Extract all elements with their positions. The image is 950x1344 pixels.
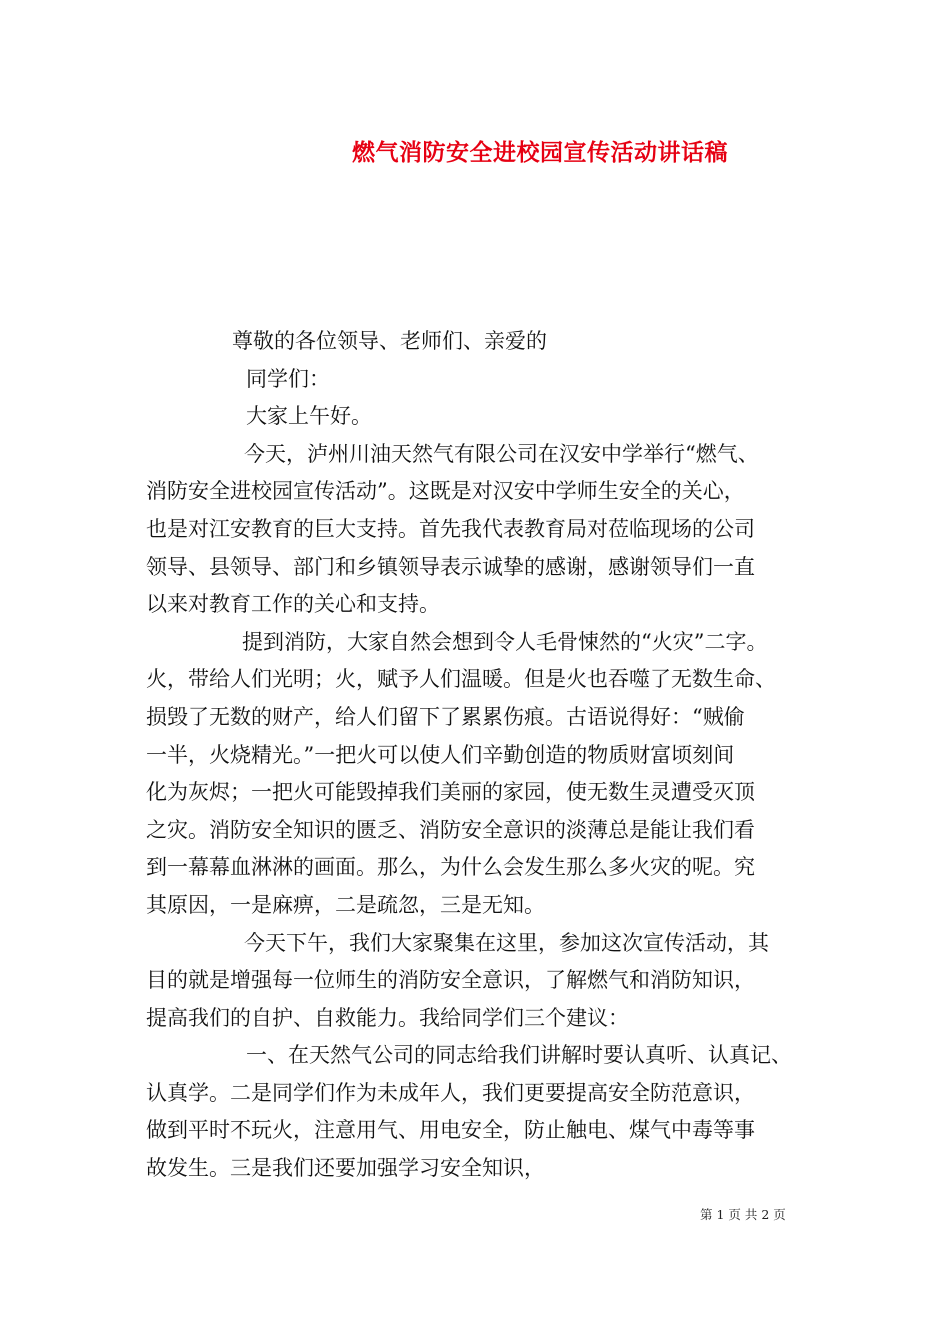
document-title: 燃气消防安全进校园宣传活动讲话稿 [352,139,728,166]
paragraph-line: 领导、县领导、部门和乡镇领导表示诚挚的感谢，感谢领导们一直 [146,554,755,579]
paragraph-line: 到一幕幕血淋淋的画面。那么，为什么会发生那么多火灾的呢。究 [146,855,755,880]
paragraph-line: 化为灰烬；一把火可能毁掉我们美丽的家园，使无数生灵遭受灭顶 [146,780,755,805]
paragraph-line: 提到消防，大家自然会想到令人毛骨悚然的“火灾”二字。 [242,629,768,654]
paragraph-line: 认真学。二是同学们作为未成年人，我们更要提高安全防范意识， [146,1080,755,1105]
paragraph-line: 做到平时不玩火，注意用气、用电安全，防止触电、煤气中毒等事 [146,1118,755,1143]
paragraph-line: 也是对江安教育的巨大支持。首先我代表教育局对莅临现场的公司 [146,516,755,541]
paragraph-line: 一、在天然气公司的同志给我们讲解时要认真听、认真记、 [246,1043,792,1068]
salutation-line: 尊敬的各位领导、老师们、亲爱的 [232,329,547,353]
paragraph-line: 一半，火烧精光。”一把火可以使人们辛勤创造的物质财富顷刻间 [146,742,735,767]
paragraph-line: 今天下午，我们大家聚集在这里，参加这次宣传活动，其 [244,930,769,955]
greeting-line: 大家上午好。 [246,404,372,429]
paragraph-line: 故发生。三是我们还要加强学习安全知识， [146,1156,545,1181]
document-body [146,323,826,1188]
page-number: 第 1 页 共 2 页 [700,1207,786,1222]
paragraph-line: 目的就是增强每一位师生的消防安全意识，了解燃气和消防知识， [146,968,755,993]
paragraph-line: 消防安全进校园宣传活动”。这既是对汉安中学师生安全的关心， [146,479,745,504]
paragraph-line: 其原因，一是麻痹，二是疏忽，三是无知。 [146,892,545,917]
paragraph-line: 火，带给人们光明；火，赋予人们温暖。但是火也吞噬了无数生命、 [146,667,776,692]
salutation-line: 同学们： [246,366,330,391]
paragraph-line: 提高我们的自护、自救能力。我给同学们三个建议： [146,1005,629,1030]
paragraph-line: 损毁了无数的财产，给人们留下了累累伤痕。古语说得好：“贼偷 [146,704,745,729]
paragraph-line: 以来对教育工作的关心和支持。 [146,592,440,617]
paragraph-line: 今天，泸州川油天然气有限公司在汉安中学举行“燃气、 [244,441,759,466]
paragraph-line: 之灾。消防安全知识的匮乏、消防安全意识的淡薄总是能让我们看 [146,817,755,842]
